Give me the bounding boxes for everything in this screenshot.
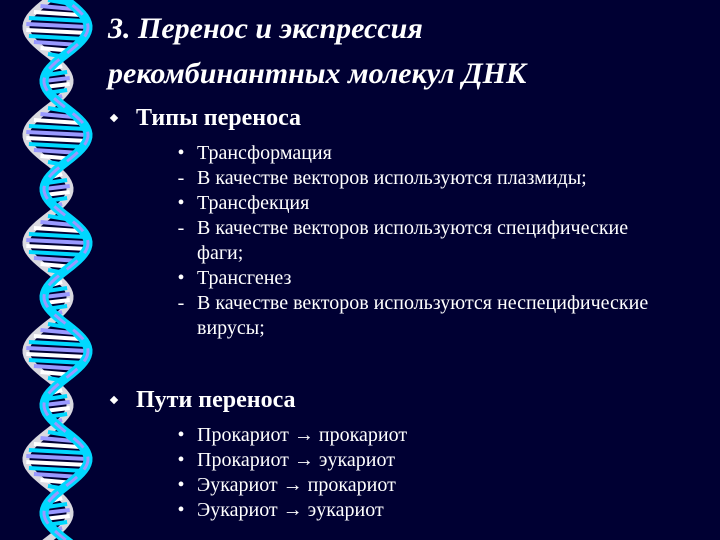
transfer-types-section (108, 103, 677, 341)
section-heading-text: Пути переноса (136, 387, 296, 413)
list-item (108, 216, 677, 266)
diamond-bullet-icon (110, 396, 118, 404)
list-item-text: Эукариот → прокариот (197, 474, 396, 496)
list-item (108, 498, 407, 523)
list-item-text: Трансгенез (197, 267, 292, 289)
bullet-marker: • (177, 142, 185, 164)
section-heading (108, 103, 677, 133)
bullet-marker: • (177, 474, 185, 496)
list-item (108, 141, 677, 166)
bullet-marker: • (177, 449, 185, 471)
list-item-text: В качестве векторов используются специфические фаги; (197, 217, 629, 264)
dash-marker: - (177, 292, 185, 314)
bullet-list (108, 423, 407, 523)
list-item (108, 473, 407, 498)
list-item (108, 448, 407, 473)
dna-helix-decoration (0, 0, 100, 540)
bullet-marker: • (177, 267, 185, 289)
bullet-marker: • (177, 424, 185, 446)
list-item-text: В качестве векторов используются плазмиды; (197, 167, 587, 189)
list-item-text: Трансфекция (197, 192, 310, 214)
slide-title-line-2: рекомбинантных молекул ДНК (108, 57, 527, 90)
section-heading (108, 385, 407, 415)
bullet-list (108, 141, 677, 341)
dash-marker: - (177, 167, 185, 189)
list-item-text: Эукариот → эукариот (197, 499, 384, 521)
slide-title-line-1: 3. Перенос и экспрессия (108, 12, 423, 45)
list-item (108, 266, 677, 291)
bullet-marker: • (177, 192, 185, 214)
list-item (108, 166, 677, 191)
list-item-text: Прокариот → прокариот (197, 424, 408, 446)
list-item (108, 191, 677, 216)
bullet-marker: • (177, 499, 185, 521)
list-item-text: Прокариот → эукариот (197, 449, 395, 471)
list-item-text: Трансформация (197, 142, 332, 164)
list-item (108, 423, 407, 448)
dash-marker: - (177, 217, 185, 239)
diamond-bullet-icon (110, 114, 118, 122)
transfer-paths-section (108, 385, 407, 523)
list-item-text: В качестве векторов используются неспецифические вирусы; (197, 292, 649, 339)
slide-title (108, 6, 708, 96)
section-heading-text: Типы переноса (136, 105, 302, 131)
list-item (108, 291, 677, 341)
